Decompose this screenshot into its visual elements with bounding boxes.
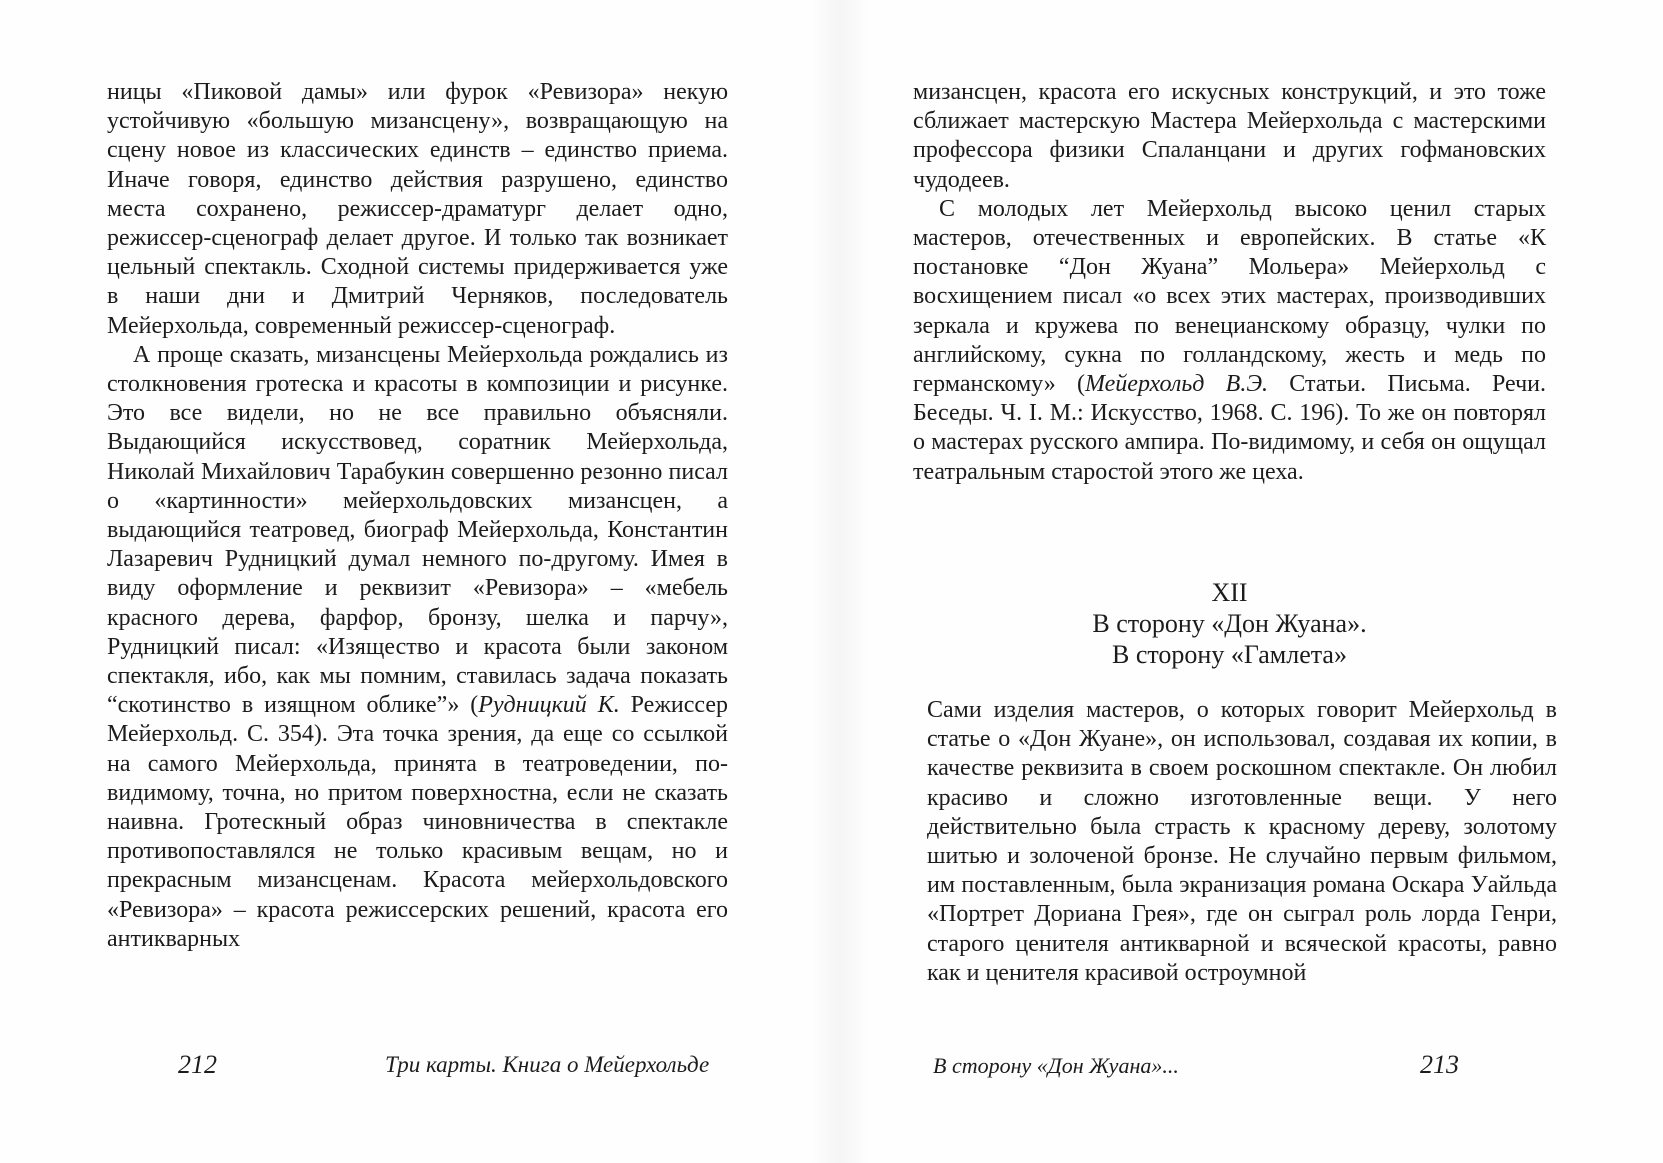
left-page	[0, 0, 820, 1163]
right-page	[840, 0, 1663, 1163]
chapter-title-line-2: В сторону «Гамлета»	[1112, 640, 1347, 669]
right-page-body-bottom	[927, 696, 1557, 988]
left-paragraph-2	[107, 341, 728, 954]
right-running-head: В сторону «Дон Жуана»...	[933, 1053, 1179, 1078]
left-running-head: Три карты. Книга о Мейерхольде	[385, 1052, 710, 1077]
left-p1-text: ницы «Пиковой дамы» или фурок «Ревизора» некую устойчивую «большую мизансцену», возвращающую на сцену новое из классических единств – единство приема. Иначе говоря, единство действия разрушено, единство места сохранено, режиссер-драматург делает одно, режиссер-сценограф делает другое. И только так возникает цельный спектакль. Сходной системы придерживается уже в наши дни и Дмитрий Черняков, последователь Мейерхольда, современный режиссер-сценограф.	[107, 79, 728, 339]
right-p2-text-b: Статьи. Письма. Речи. Беседы. Ч. I. М.: Искусство, 1968. С. 196). То же он повторял о мастерах русского ампира. По-видимому, и себя он ощущал театральным старостой этого же цеха.	[913, 371, 1546, 485]
right-p2-citation-author: Мейерхольд В.Э.	[1084, 371, 1269, 398]
right-page-body-top	[913, 78, 1546, 487]
right-paragraph-1	[913, 78, 1546, 195]
left-page-body	[107, 78, 728, 954]
right-p2-text-a: С молодых лет Мейерхольд высоко ценил старых мастеров, отечественных и европейских. В статье «К постановке “Дон Жуана” Мольера» Мейерхольд с восхищением писал «о всех этих мастерах, производивших зеркала и кружева по венецианскому образцу, чулки по английскому, сукна по голландскому, жесть и медь по германскому» (	[913, 195, 1546, 398]
left-p2-text-a: А проще сказать, мизансцены Мейерхольда рождались из столкновения гротеска и красоты в композиции и рисунке. Это все видели, но не все правильно объясняли. Выдающийся искусствовед, соратник Мейерхольда, Николай Михайлович Тарабукин совершенно резонно писал о «картинности» мейерхольдовских мизансцен, а выдающийся театровед, биограф Мейерхольда, Константин Лазаревич Рудницкий думал немного по-другому. Имея в виду оформление и реквизит «Ревизора» – «мебель красного дерева, фарфор, бронзу, шелка и парчу», Рудницкий писал: «Изящество и красота были законом спектакля, ибо, как мы помним, ставилась задача показать “скотинство в изящном облике”» (	[107, 341, 728, 719]
right-paragraph-3	[927, 696, 1557, 988]
chapter-title-line-1: В сторону «Дон Жуана».	[1092, 609, 1367, 638]
right-paragraph-2	[913, 195, 1546, 487]
left-page-number: 212	[178, 1050, 217, 1079]
chapter-number: XII	[1211, 578, 1248, 607]
right-page-number: 213	[1420, 1050, 1459, 1079]
left-paragraph-1	[107, 78, 728, 341]
left-p2-citation-author: Рудницкий К.	[478, 692, 620, 719]
right-p1-text: мизансцен, красота его искусных конструкций, и это тоже сближает мастерскую Мастера Мейерхольда с мастерскими профессора физики Спаланцани и других гофмановских чудодеев.	[913, 79, 1546, 193]
right-p3-text: Сами изделия мастеров, о которых говорит Мейерхольд в статье о «Дон Жуане», он использовал, создавая их копии, в качестве реквизита в своем роскошном спектакле. Он любил красиво и сложно изготовленные вещи. У него действительно была страсть к красному дереву, золотому шитью и золоченой бронзе. Не случайно первым фильмом, им поставленным, была экранизация романа Оскара Уайльда «Портрет Дориана Грея», где он сыграл роль лорда Генри, старого ценителя антикварной и всяческой красоты, равно как и ценителя красивой остроумной	[927, 697, 1557, 986]
chapter-heading	[913, 577, 1546, 670]
left-p2-text-b: Режиссер Мейерхольд. С. 354). Эта точка зрения, да еще со ссылкой на самого Мейерхольда, принята в театроведении, по-видимому, точна, но притом поверхностна, если не сказать наивна. Гротескный образ чиновничества в спектакле противопоставлялся не только красивым вещам, но и прекрасным мизансценам. Красота мейерхольдовского «Ревизора» – красота режиссерских решений, красота его антикварных	[107, 692, 728, 952]
